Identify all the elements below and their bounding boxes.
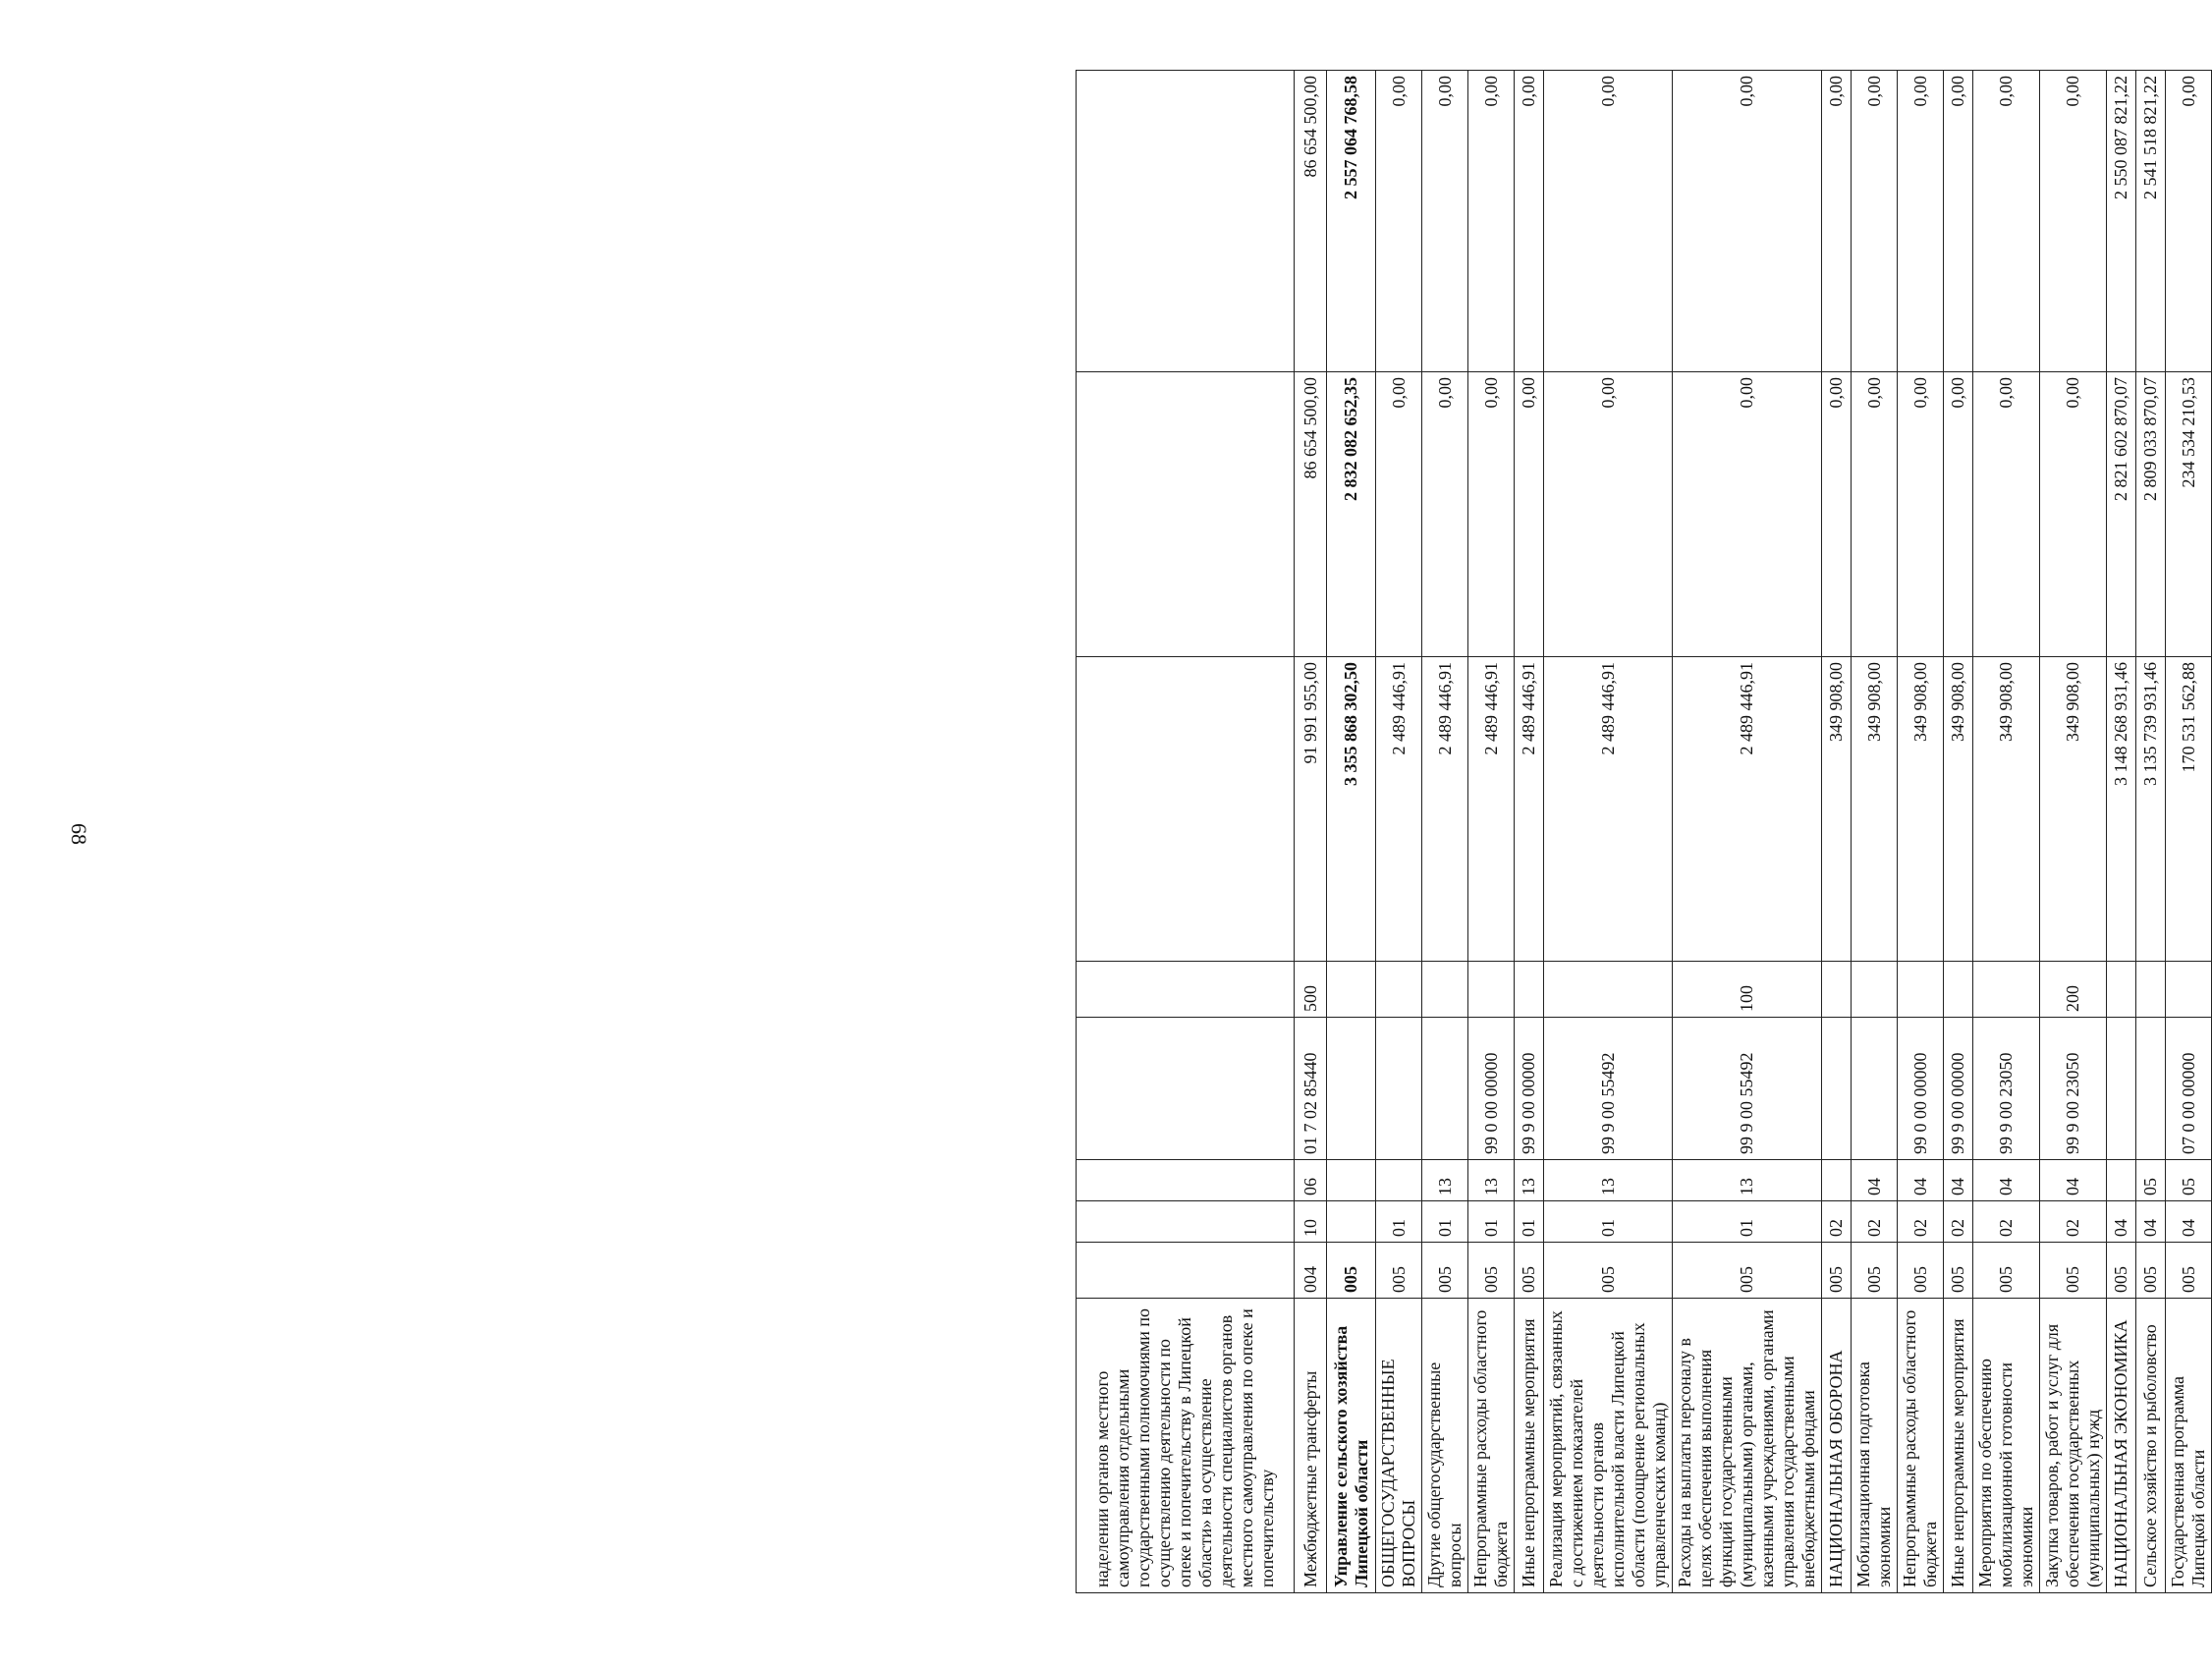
cell-sum-2: 0,00 xyxy=(1376,372,1422,657)
cell-target-article: 99 9 00 00000 xyxy=(1944,1018,1973,1160)
cell-sum-1: 3 148 268 931,46 xyxy=(2107,657,2136,962)
cell-grbs: 005 xyxy=(1468,1243,1515,1299)
row-description: Расходы на выплаты персоналу в целях обеспечения выполнения функций государственными (муниципальными) органами, казенными учреждениями, органами управления государственными внебюджетными фондами xyxy=(1673,1299,1822,1593)
cell-grbs: 005 xyxy=(1944,1243,1973,1299)
cell-subsection: 04 xyxy=(1944,1160,1973,1201)
table-row xyxy=(1852,71,1898,1593)
cell-sum-1: 349 908,00 xyxy=(2040,657,2107,962)
table-row xyxy=(2136,71,2166,1593)
cell-subsection: 13 xyxy=(1468,1160,1515,1201)
cell-sum-1: 3 355 868 302,50 xyxy=(1327,657,1376,962)
cell-sum-2: 0,00 xyxy=(1852,372,1898,657)
cell-grbs: 005 xyxy=(1898,1243,1944,1299)
cell-sum-1: 2 489 446,91 xyxy=(1422,657,1468,962)
cell-sum-1: 170 531 562,88 xyxy=(2166,657,2212,962)
cell-grbs: 005 xyxy=(2166,1243,2212,1299)
cell-section xyxy=(1077,1201,1295,1243)
cell-sum-3: 0,00 xyxy=(1822,71,1852,372)
table-row xyxy=(1468,71,1515,1593)
page-number: 68 xyxy=(67,823,91,845)
cell-grbs: 005 xyxy=(2040,1243,2107,1299)
cell-sum-1: 349 908,00 xyxy=(1944,657,1973,962)
cell-expense-type xyxy=(1468,962,1515,1018)
cell-target-article xyxy=(1077,1018,1295,1160)
cell-expense-type xyxy=(2107,962,2136,1018)
cell-grbs: 005 xyxy=(1327,1243,1376,1299)
cell-expense-type xyxy=(1544,962,1673,1018)
cell-section: 01 xyxy=(1422,1201,1468,1243)
cell-subsection: 04 xyxy=(1973,1160,2040,1201)
cell-grbs: 005 xyxy=(1673,1243,1822,1299)
table-row xyxy=(1544,71,1673,1593)
cell-section: 10 xyxy=(1295,1201,1327,1243)
cell-sum-2: 0,00 xyxy=(1822,372,1852,657)
cell-section: 01 xyxy=(1515,1201,1544,1243)
cell-subsection: 13 xyxy=(1515,1160,1544,1201)
cell-sum-3: 0,00 xyxy=(1515,71,1544,372)
cell-target-article xyxy=(1376,1018,1422,1160)
row-description: Другие общегосударственные вопросы xyxy=(1422,1299,1468,1593)
row-description: Управление сельского хозяйства Липецкой области xyxy=(1327,1299,1376,1593)
cell-section xyxy=(1327,1201,1376,1243)
cell-grbs: 005 xyxy=(1544,1243,1673,1299)
cell-section: 01 xyxy=(1468,1201,1515,1243)
cell-sum-2: 2 821 602 870,07 xyxy=(2107,372,2136,657)
row-description: наделении органов местного самоуправления отдельными государственными полномочиями по осуществлению деятельности по опеке и попечительству в Липецкой области» на осуществление деятельности специалистов органов местного самоуправления по опеке и попечительству xyxy=(1077,1299,1295,1593)
cell-sum-3: 0,00 xyxy=(2040,71,2107,372)
cell-subsection xyxy=(1822,1160,1852,1201)
cell-expense-type xyxy=(1973,962,2040,1018)
cell-sum-3: 0,00 xyxy=(1422,71,1468,372)
cell-sum-3: 0,00 xyxy=(1852,71,1898,372)
cell-expense-type xyxy=(2136,962,2166,1018)
cell-sum-1: 349 908,00 xyxy=(1973,657,2040,962)
cell-section: 04 xyxy=(2107,1201,2136,1243)
cell-target-article xyxy=(1852,1018,1898,1160)
cell-sum-1: 2 489 446,91 xyxy=(1544,657,1673,962)
cell-expense-type: 200 xyxy=(2040,962,2107,1018)
row-description: Иные непрограммные мероприятия xyxy=(1515,1299,1544,1593)
cell-subsection: 05 xyxy=(2166,1160,2212,1201)
cell-grbs: 005 xyxy=(2107,1243,2136,1299)
budget-table xyxy=(1076,70,2212,1593)
cell-section: 04 xyxy=(2136,1201,2166,1243)
cell-sum-1: 349 908,00 xyxy=(1852,657,1898,962)
cell-grbs: 005 xyxy=(1973,1243,2040,1299)
cell-sum-2: 0,00 xyxy=(1468,372,1515,657)
cell-sum-1: 2 489 446,91 xyxy=(1673,657,1822,962)
budget-table-body xyxy=(1077,71,2212,1593)
row-description: НАЦИОНАЛЬНАЯ ЭКОНОМИКА xyxy=(2107,1299,2136,1593)
cell-expense-type xyxy=(1944,962,1973,1018)
cell-expense-type xyxy=(2166,962,2212,1018)
cell-target-article: 01 7 02 85440 xyxy=(1295,1018,1327,1160)
row-description: Государственная программа Липецкой области xyxy=(2166,1299,2212,1593)
cell-sum-2: 0,00 xyxy=(1544,372,1673,657)
table-row xyxy=(2107,71,2136,1593)
cell-subsection xyxy=(1077,1160,1295,1201)
cell-sum-1: 3 135 739 931,46 xyxy=(2136,657,2166,962)
row-description: ОБЩЕГОСУДАРСТВЕННЫЕ ВОПРОСЫ xyxy=(1376,1299,1422,1593)
cell-sum-3: 86 654 500,00 xyxy=(1295,71,1327,372)
table-row xyxy=(1376,71,1422,1593)
cell-subsection: 04 xyxy=(2040,1160,2107,1201)
cell-sum-3: 2 550 087 821,22 xyxy=(2107,71,2136,372)
cell-sum-1: 2 489 446,91 xyxy=(1376,657,1422,962)
cell-target-article: 99 9 00 23050 xyxy=(1973,1018,2040,1160)
cell-target-article: 07 0 00 00000 xyxy=(2166,1018,2212,1160)
cell-target-article: 99 9 00 23050 xyxy=(2040,1018,2107,1160)
table-row xyxy=(2040,71,2107,1593)
row-description: Закупка товаров, работ и услуг для обеспечения государственных (муниципальных) нужд xyxy=(2040,1299,2107,1593)
cell-sum-3: 0,00 xyxy=(1898,71,1944,372)
cell-grbs: 005 xyxy=(1422,1243,1468,1299)
cell-subsection xyxy=(2107,1160,2136,1201)
cell-subsection: 04 xyxy=(1898,1160,1944,1201)
table-row xyxy=(1944,71,1973,1593)
cell-sum-1: 349 908,00 xyxy=(1822,657,1852,962)
table-row xyxy=(1515,71,1544,1593)
cell-section: 01 xyxy=(1376,1201,1422,1243)
cell-expense-type xyxy=(1852,962,1898,1018)
cell-sum-3: 0,00 xyxy=(2166,71,2212,372)
cell-subsection: 05 xyxy=(2136,1160,2166,1201)
cell-sum-3: 0,00 xyxy=(1468,71,1515,372)
cell-expense-type xyxy=(1898,962,1944,1018)
row-description: Сельское хозяйство и рыболовство xyxy=(2136,1299,2166,1593)
cell-subsection xyxy=(1327,1160,1376,1201)
cell-target-article xyxy=(1822,1018,1852,1160)
cell-sum-2: 0,00 xyxy=(1898,372,1944,657)
cell-target-article xyxy=(2136,1018,2166,1160)
cell-subsection: 13 xyxy=(1422,1160,1468,1201)
cell-sum-3: 0,00 xyxy=(1544,71,1673,372)
cell-target-article xyxy=(1422,1018,1468,1160)
cell-expense-type xyxy=(1515,962,1544,1018)
cell-sum-1: 2 489 446,91 xyxy=(1468,657,1515,962)
cell-section: 01 xyxy=(1544,1201,1673,1243)
cell-subsection: 13 xyxy=(1673,1160,1822,1201)
cell-expense-type xyxy=(1376,962,1422,1018)
cell-sum-2: 2 832 082 652,35 xyxy=(1327,372,1376,657)
cell-section: 02 xyxy=(1898,1201,1944,1243)
cell-expense-type: 100 xyxy=(1673,962,1822,1018)
cell-grbs: 005 xyxy=(2136,1243,2166,1299)
table-row xyxy=(1295,71,1327,1593)
row-description: Непрограммные расходы областного бюджета xyxy=(1898,1299,1944,1593)
cell-subsection: 04 xyxy=(1852,1160,1898,1201)
cell-sum-2: 0,00 xyxy=(1422,372,1468,657)
cell-subsection: 13 xyxy=(1544,1160,1673,1201)
cell-expense-type: 500 xyxy=(1295,962,1327,1018)
cell-sum-3 xyxy=(1077,71,1295,372)
cell-target-article xyxy=(2107,1018,2136,1160)
cell-sum-2: 0,00 xyxy=(2040,372,2107,657)
cell-sum-3: 0,00 xyxy=(1376,71,1422,372)
table-row xyxy=(1973,71,2040,1593)
cell-sum-3: 2 541 518 821,22 xyxy=(2136,71,2166,372)
row-description: Реализация мероприятий, связанных с достижением показателей деятельности органов исполнительной власти Липецкой области (поощрение региональных управленческих команд) xyxy=(1544,1299,1673,1593)
cell-sum-2: 234 534 210,53 xyxy=(2166,372,2212,657)
cell-target-article: 99 0 00 00000 xyxy=(1898,1018,1944,1160)
cell-section: 01 xyxy=(1673,1201,1822,1243)
cell-section: 02 xyxy=(1822,1201,1852,1243)
cell-section: 02 xyxy=(1852,1201,1898,1243)
table-row xyxy=(1673,71,1822,1593)
cell-target-article: 99 0 00 00000 xyxy=(1468,1018,1515,1160)
cell-target-article xyxy=(1327,1018,1376,1160)
cell-sum-1: 91 991 955,00 xyxy=(1295,657,1327,962)
cell-sum-3: 0,00 xyxy=(1944,71,1973,372)
cell-section: 02 xyxy=(1973,1201,2040,1243)
cell-sum-2 xyxy=(1077,372,1295,657)
cell-sum-3: 0,00 xyxy=(1673,71,1822,372)
cell-sum-2: 0,00 xyxy=(1944,372,1973,657)
rotated-page-content xyxy=(1076,71,2208,1593)
cell-section: 02 xyxy=(1944,1201,1973,1243)
table-row xyxy=(1077,71,1295,1593)
table-row xyxy=(1422,71,1468,1593)
cell-sum-2: 0,00 xyxy=(1673,372,1822,657)
cell-expense-type xyxy=(1077,962,1295,1018)
row-description: Мероприятия по обеспечению мобилизационной готовности экономики xyxy=(1973,1299,2040,1593)
cell-sum-2: 86 654 500,00 xyxy=(1295,372,1327,657)
table-row xyxy=(2166,71,2212,1593)
cell-expense-type xyxy=(1422,962,1468,1018)
cell-subsection: 06 xyxy=(1295,1160,1327,1201)
cell-grbs xyxy=(1077,1243,1295,1299)
cell-target-article: 99 9 00 00000 xyxy=(1515,1018,1544,1160)
cell-subsection xyxy=(1376,1160,1422,1201)
cell-target-article: 99 9 00 55492 xyxy=(1544,1018,1673,1160)
table-row xyxy=(1327,71,1376,1593)
table-row xyxy=(1822,71,1852,1593)
cell-grbs: 005 xyxy=(1852,1243,1898,1299)
cell-grbs: 005 xyxy=(1515,1243,1544,1299)
cell-sum-1 xyxy=(1077,657,1295,962)
cell-section: 02 xyxy=(2040,1201,2107,1243)
cell-sum-2: 2 809 033 870,07 xyxy=(2136,372,2166,657)
cell-sum-2: 0,00 xyxy=(1973,372,2040,657)
cell-sum-3: 2 557 064 768,58 xyxy=(1327,71,1376,372)
cell-section: 04 xyxy=(2166,1201,2212,1243)
cell-grbs: 004 xyxy=(1295,1243,1327,1299)
cell-expense-type xyxy=(1822,962,1852,1018)
row-description: Межбюджетные трансферты xyxy=(1295,1299,1327,1593)
row-description: Иные непрограммные мероприятия xyxy=(1944,1299,1973,1593)
row-description: Непрограммные расходы областного бюджета xyxy=(1468,1299,1515,1593)
row-description: НАЦИОНАЛЬНАЯ ОБОРОНА xyxy=(1822,1299,1852,1593)
cell-sum-2: 0,00 xyxy=(1515,372,1544,657)
cell-sum-3: 0,00 xyxy=(1973,71,2040,372)
cell-grbs: 005 xyxy=(1376,1243,1422,1299)
cell-target-article: 99 9 00 55492 xyxy=(1673,1018,1822,1160)
cell-grbs: 005 xyxy=(1822,1243,1852,1299)
cell-sum-1: 349 908,00 xyxy=(1898,657,1944,962)
table-row xyxy=(1898,71,1944,1593)
cell-sum-1: 2 489 446,91 xyxy=(1515,657,1544,962)
row-description: Мобилизационная подготовка экономики xyxy=(1852,1299,1898,1593)
cell-expense-type xyxy=(1327,962,1376,1018)
